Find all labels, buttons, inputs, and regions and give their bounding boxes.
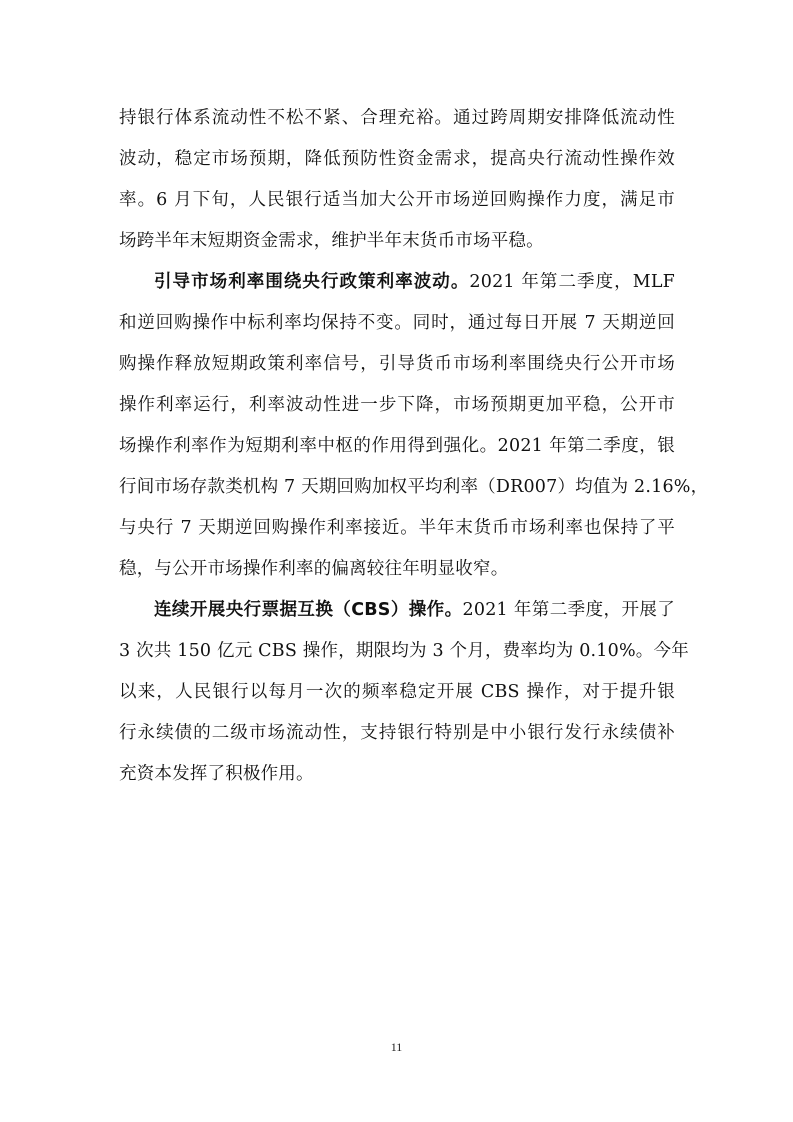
paragraph-liquidity [119,98,675,262]
text-line: 场跨半年末短期资金需求，维护半年末货币市场平稳。 [119,231,544,251]
text-line: 操作利率运行，利率波动性进一步下降，市场预期更加平稳，公开市 [119,395,675,415]
page-number: 11 [390,1040,403,1054]
text-line: 行间市场存款类机构 7 天期回购加权平均利率（DR007）均值为 2.16%， [119,477,709,497]
text-line: 和逆回购操作中标利率均保持不变。同时，通过每日开展 7 天期逆回 [119,313,675,333]
text-line [119,590,675,631]
paragraph-cbs [119,590,689,795]
text-line: 率。6 月下旬，人民银行适当加大公开市场逆回购操作力度，满足市 [119,190,675,210]
paragraph-heading: 引导市场利率围绕央行政策利率波动。 [154,272,470,292]
text-line: 购操作释放短期政策利率信号，引导货币市场利率围绕央行公开市场 [119,354,675,374]
text-line: 持银行体系流动性不松不紧、合理充裕。通过跨周期安排降低流动性 [119,108,675,128]
text-line: 以来，人民银行以每月一次的频率稳定开展 CBS 操作，对于提升银 [119,682,675,702]
paragraph-heading: 连续开展央行票据互换（CBS）操作。 [154,600,463,620]
text-line: 场操作利率作为短期利率中枢的作用得到强化。2021 年第二季度，银 [119,436,675,456]
text-line: 波动，稳定市场预期，降低预防性资金需求，提高央行流动性操作效 [119,149,675,169]
text-line: 充资本发挥了积极作用。 [119,764,314,784]
paragraph-policy-rate [119,262,709,590]
text-line: 3 次共 150 亿元 CBS 操作，期限均为 3 个月，费率均为 0.10%。今年 [119,641,689,661]
text-line: 行永续债的二级市场流动性，支持银行特别是中小银行发行永续债补 [119,723,675,743]
heading-line-rest: 2021 年第二季度，MLF [469,272,675,292]
text-line: 稳，与公开市场操作利率的偏离较往年明显收窄。 [119,559,509,579]
heading-line-rest: 2021 年第二季度，开展了 [462,600,675,620]
text-line: 与央行 7 天期逆回购操作利率接近。半年末货币市场利率也保持了平 [119,518,675,538]
body-text [119,98,709,795]
text-line [119,262,675,303]
